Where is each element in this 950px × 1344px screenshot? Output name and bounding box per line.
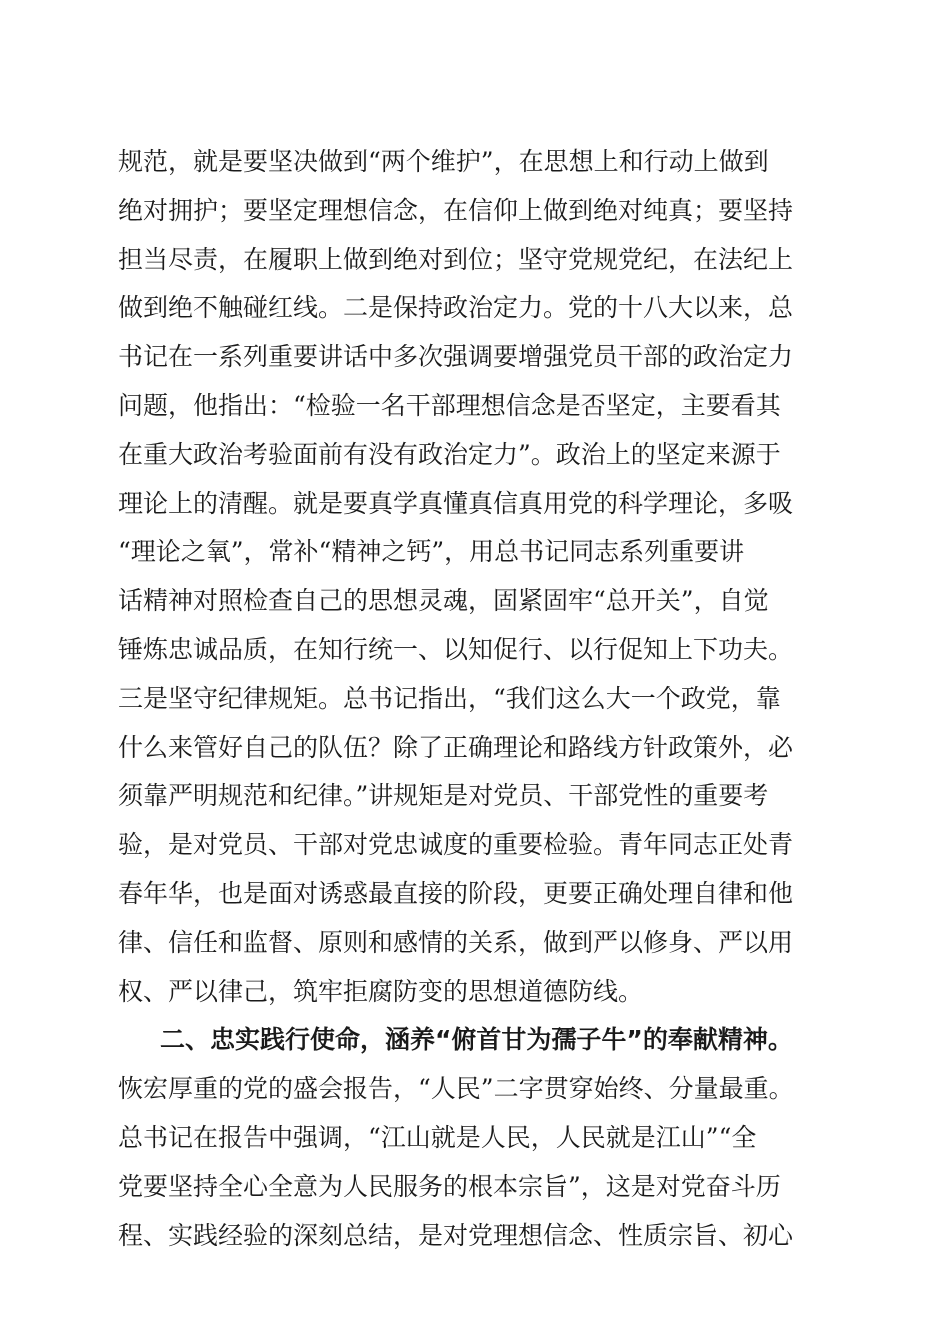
- text-line: 什么来管好自己的队伍？除了正确理论和路线方针政策外，必: [118, 732, 794, 762]
- text-line: 权、严以律己，筑牢拒腐防变的思想道德防线。: [118, 976, 644, 1006]
- text-line: 须靠严明规范和纪律。”讲规矩是对党员、干部党性的重要考: [118, 781, 769, 811]
- text-line: 规范，就是要坚决做到“两个维护”，在思想上和行动上做到: [118, 147, 769, 176]
- section-heading: 二、忠实践行使命，涵养“俯首甘为孺子牛”的奉献精神。: [160, 1025, 793, 1055]
- text-line: 春年华，也是面对诱惑最直接的阶段，更要正确处理自律和他: [118, 878, 794, 908]
- text-line: 程、实践经验的深刻总结，是对党理想信念、性质宗旨、初心: [118, 1220, 794, 1250]
- text-line: 党要坚持全心全意为人民服务的根本宗旨”，这是对党奋斗历: [118, 1171, 781, 1201]
- text-line: 三是坚守纪律规矩。总书记指出，“我们这么大一个政党，靠: [118, 683, 781, 713]
- text-line: 做到绝不触碰红线。二是保持政治定力。党的十八大以来，总: [118, 293, 794, 323]
- text-line: 担当尽责，在履职上做到绝对到位；坚守党规党纪，在法纪上: [118, 244, 794, 274]
- text-line: 理论上的清醒。就是要真学真懂真信真用党的科学理论，多吸: [118, 488, 794, 518]
- document-body: [118, 138, 848, 1260]
- text-line: 验，是对党员、干部对党忠诚度的重要检验。青年同志正处青: [118, 830, 794, 860]
- text-line: 锤炼忠诚品质，在知行统一、以知促行、以行促知上下功夫。: [118, 634, 794, 664]
- text-line: 绝对拥护；要坚定理想信念，在信仰上做到绝对纯真；要坚持: [118, 195, 794, 225]
- text-line: “理论之氧”，常补“精神之钙”，用总书记同志系列重要讲: [118, 537, 745, 567]
- text-line: 书记在一系列重要讲话中多次强调要增强党员干部的政治定力: [118, 342, 794, 372]
- text-line: 问题，他指出：“检验一名干部理想信念是否坚定，主要看其: [118, 390, 781, 420]
- text-line: 总书记在报告中强调，“江山就是人民，人民就是江山”“全: [118, 1122, 757, 1152]
- text-line: 律、信任和监督、原则和感情的关系，做到严以修身、严以用: [118, 927, 794, 957]
- text-line: 在重大政治考验面前有没有政治定力”。政治上的坚定来源于: [118, 439, 781, 469]
- text-line: 话精神对照检查自己的思想灵魂，固紧固牢“总开关”，自觉: [118, 586, 769, 616]
- text-line: 恢宏厚重的党的盛会报告，“人民”二字贯穿始终、分量最重。: [118, 1074, 794, 1104]
